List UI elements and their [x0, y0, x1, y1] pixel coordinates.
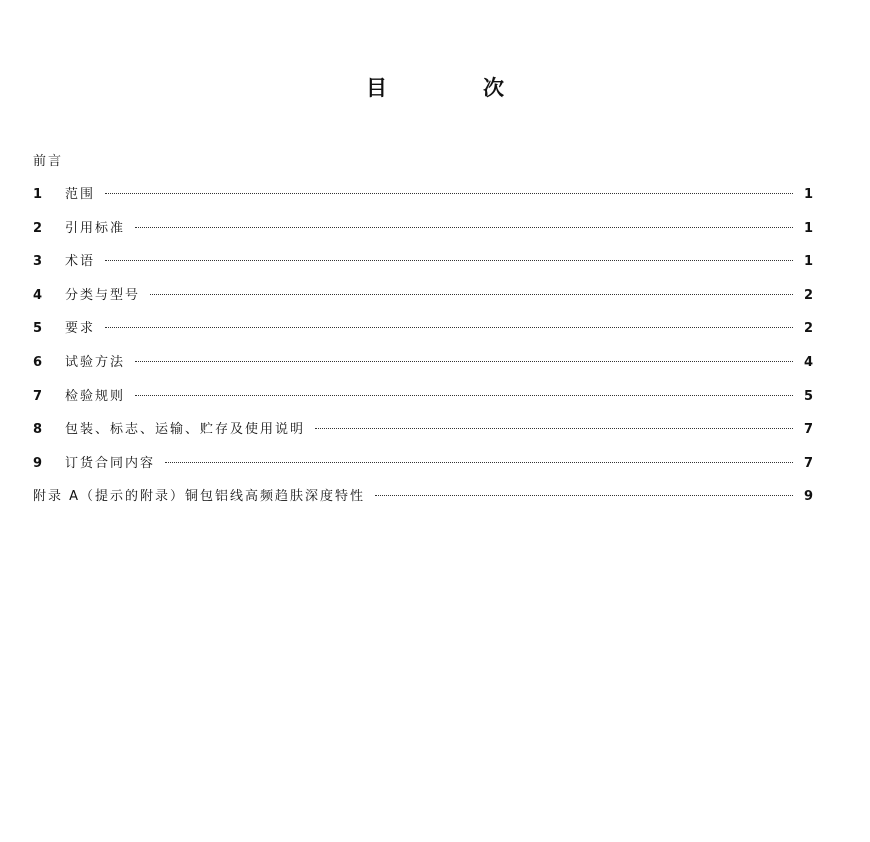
toc-entry-page: 2 [803, 321, 813, 337]
title-char-right: 次 [483, 76, 504, 100]
toc-entry-8 [33, 418, 813, 452]
toc-entry-page: 1 [803, 254, 813, 270]
toc-entry-1 [33, 183, 813, 217]
toc-entry-label: 要求 [65, 321, 96, 337]
toc-dot-leader [105, 260, 793, 261]
toc-dot-leader [150, 294, 793, 295]
toc-entry-number: 1 [33, 187, 43, 202]
toc-entry-number: 3 [33, 254, 43, 270]
toc-entry-page: 5 [803, 388, 813, 404]
toc-entry-5 [33, 317, 813, 351]
toc-entry-page: 4 [803, 354, 813, 370]
toc-entry-3 [33, 250, 813, 284]
toc-entry-label: 范围 [65, 187, 96, 202]
toc-entry-appendix-a [33, 485, 813, 519]
toc-entry-page: 2 [803, 287, 813, 303]
toc-entry-9 [33, 452, 813, 486]
toc-entry-2 [33, 217, 813, 251]
toc-entry-number: 6 [33, 354, 43, 370]
toc-entry-label: 引用标准 [65, 220, 126, 236]
toc-entry-page: 7 [803, 422, 813, 438]
toc-entry-label: 检验规则 [65, 388, 126, 404]
toc-entry-label: 订货合同内容 [65, 455, 156, 471]
toc-entry-number: 5 [33, 321, 43, 337]
title-char-left: 目 [366, 76, 387, 100]
toc-entry-label: 包装、标志、运输、贮存及使用说明 [65, 422, 306, 438]
toc-entry-number: 9 [33, 455, 43, 471]
toc-dot-leader [315, 428, 793, 429]
toc-dot-leader [165, 462, 793, 463]
toc-entry-page: 9 [803, 489, 813, 505]
toc-dot-leader [105, 327, 793, 328]
toc-entry-label: 术语 [65, 254, 96, 270]
page-title [0, 72, 870, 102]
toc-preface: 前言 [33, 154, 64, 169]
toc-entry-page: 7 [803, 455, 813, 471]
toc-entry-number: 2 [33, 220, 43, 236]
toc-entry-number: 4 [33, 287, 43, 303]
toc-dot-leader [135, 361, 793, 362]
toc-entry-number: 8 [33, 422, 43, 438]
toc-entry-6 [33, 351, 813, 385]
toc-dot-leader [375, 495, 793, 496]
toc-dot-leader [135, 227, 793, 228]
toc-entry-page: 1 [803, 187, 813, 202]
toc-entry-4 [33, 284, 813, 318]
toc-entry-label: 试验方法 [65, 354, 126, 370]
toc-dot-leader [105, 193, 793, 194]
table-of-contents [33, 183, 813, 519]
toc-entry-7 [33, 385, 813, 419]
toc-entry-number: 7 [33, 388, 43, 404]
toc-entry-page: 1 [803, 220, 813, 236]
toc-entry-label: 分类与型号 [65, 287, 141, 303]
toc-entry-label: 附录 A（提示的附录）铜包铝线高频趋肤深度特性 [33, 489, 366, 505]
toc-dot-leader [135, 395, 793, 396]
